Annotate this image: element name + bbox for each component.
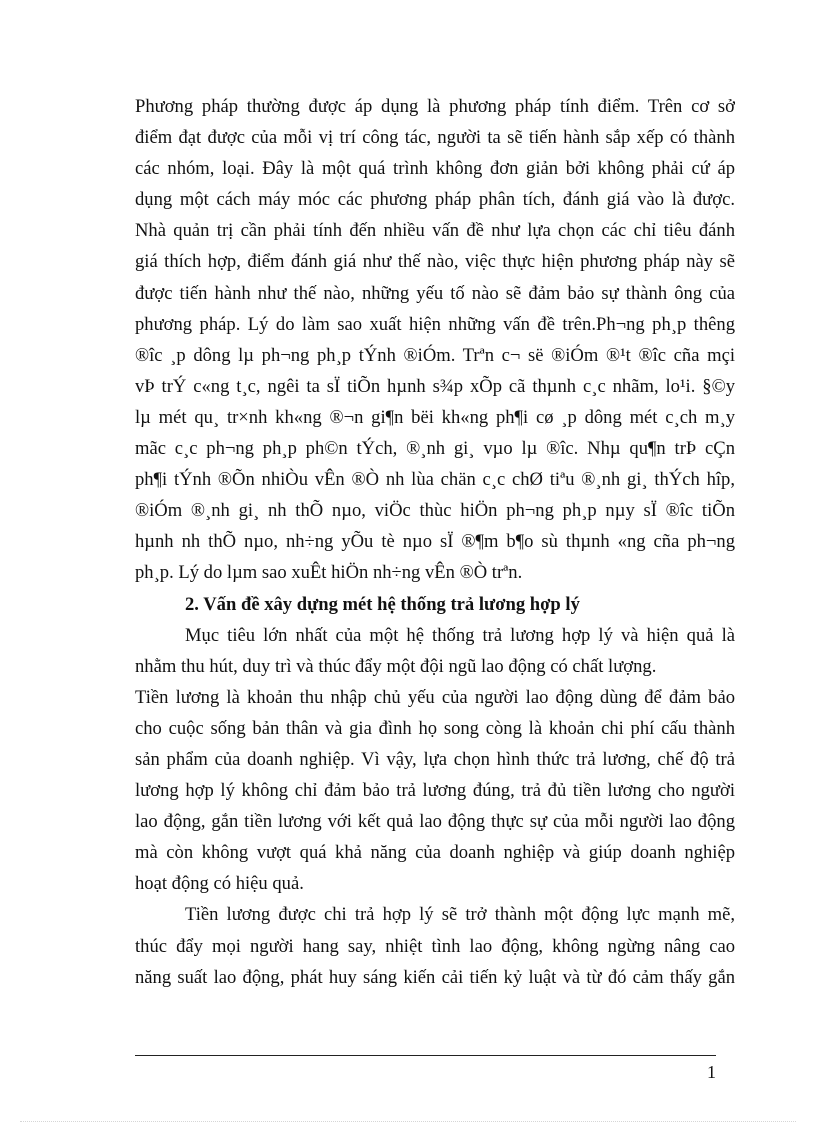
- text-line: Nhà quản trị cần phải tính đến nhiều vấn đề như lựa chọn các chỉ tiêu đánh: [135, 220, 735, 242]
- text-line: hoạt động có hiệu quả.: [135, 873, 304, 895]
- text-line: hµnh nh thÕ nµo, nh÷ng yÕu tè nµo sÏ ®¶m b¶o sù thµnh «ng cña ph¬ng: [135, 531, 735, 553]
- text-line: thúc đẩy mọi người hang say, nhiệt tình lao động, không ngừng nâng cao: [135, 935, 735, 957]
- text-line: lao động, gắn tiền lương với kết quả lao động thực sự của mỗi người lao động: [135, 811, 735, 833]
- text-line: nhằm thu hút, duy trì và thúc đẩy một đội ngũ lao động có chất lượng.: [135, 655, 657, 677]
- page-bottom-edge: [20, 1121, 796, 1122]
- text-line: phương pháp. Lý do làm sao xuất hiện những vấn đề trên.Ph¬ng ph¸p thêng: [135, 313, 735, 335]
- text-line: ®iÓm ®¸nh gi¸ nh thÕ nµo, viÖc thùc hiÖn ph¬ng ph¸p nµy sÏ ®îc tiÕn: [135, 500, 735, 522]
- text-line: ®îc ¸p dông lµ ph¬ng ph¸p tÝnh ®iÓm. Trªn c¬ së ®iÓm ®¹t ®îc cña mçi: [135, 344, 735, 366]
- text-line: vÞ trÝ c«ng t¸c, ngêi ta sÏ tiÕn hµnh s¾p xÕp cã thµnh c¸c nhãm, lo¹i. §©y: [135, 375, 735, 397]
- text-line: cho cuộc sống bản thân và gia đình họ song còng là khoản chi phí cấu thành: [135, 717, 735, 739]
- text-line: Tiền lương là khoản thu nhập chủ yếu của người lao động dùng để đảm bảo: [135, 686, 735, 708]
- section-heading: 2. Vấn đề xây dựng mét hệ thống trả lương hợp lý: [185, 593, 580, 615]
- text-line: mãc c¸c ph¬ng ph¸p ph©n tÝch, ®¸nh gi¸ vµo lµ ®îc. Nhµ qu¶n trÞ cÇn: [135, 438, 735, 460]
- text-line: mà còn không vượt quá khả năng của doanh nghiệp và giúp doanh nghiệp: [135, 842, 735, 864]
- text-line: sản phẩm của doanh nghiệp. Vì vậy, lựa chọn hình thức trả lương, chế độ trả: [135, 748, 735, 770]
- text-line: lương hợp lý không chỉ đảm bảo trả lương đúng, trả đủ tiền lương cho người: [135, 780, 735, 802]
- footer-divider: [135, 1055, 716, 1056]
- text-line: ph¶i tÝnh ®Õn nhiÒu vÊn ®Ò nh lùa chän c¸c chØ tiªu ®¸nh gi¸ thÝch hîp,: [135, 469, 735, 491]
- text-line: Phương pháp thường được áp dụng là phương pháp tính điểm. Trên cơ sở: [135, 96, 735, 117]
- body-text: [135, 91, 735, 993]
- text-line: các nhóm, loại. Đây là một quá trình không đơn giản bởi không phải cứ áp: [135, 158, 735, 180]
- text-line: giá thích hợp, điểm đánh giá như thế nào, việc thực hiện phương pháp này sẽ: [135, 251, 735, 273]
- page-number: 1: [707, 1062, 716, 1082]
- text-line: dụng một cách máy móc các phương pháp phân tích, đánh giá vào là được.: [135, 189, 735, 211]
- text-line: năng suất lao động, phát huy sáng kiến cải tiến kỷ luật và từ đó cảm thấy gắn: [135, 966, 735, 988]
- text-line: Mục tiêu lớn nhất của một hệ thống trả lương hợp lý và hiện quả là: [185, 624, 735, 646]
- text-line: được tiến hành như thế nào, những yếu tố nào sẽ đảm bảo sự thành ông của: [135, 282, 735, 304]
- text-line: Tiền lương được chi trả hợp lý sẽ trở thành một động lực mạnh mẽ,: [185, 904, 735, 926]
- text-line: lµ mét qu¸ tr×nh kh«ng ®¬n gi¶n bëi kh«ng ph¶i cø ¸p dông mét c¸ch m¸y: [135, 406, 735, 428]
- text-line: điểm đạt được của mỗi vị trí công tác, người ta sẽ tiến hành sắp xếp có thành: [135, 127, 735, 149]
- text-line: ph¸p. Lý do lµm sao xuÊt hiÖn nh÷ng vÊn ®Ò trªn.: [135, 562, 523, 584]
